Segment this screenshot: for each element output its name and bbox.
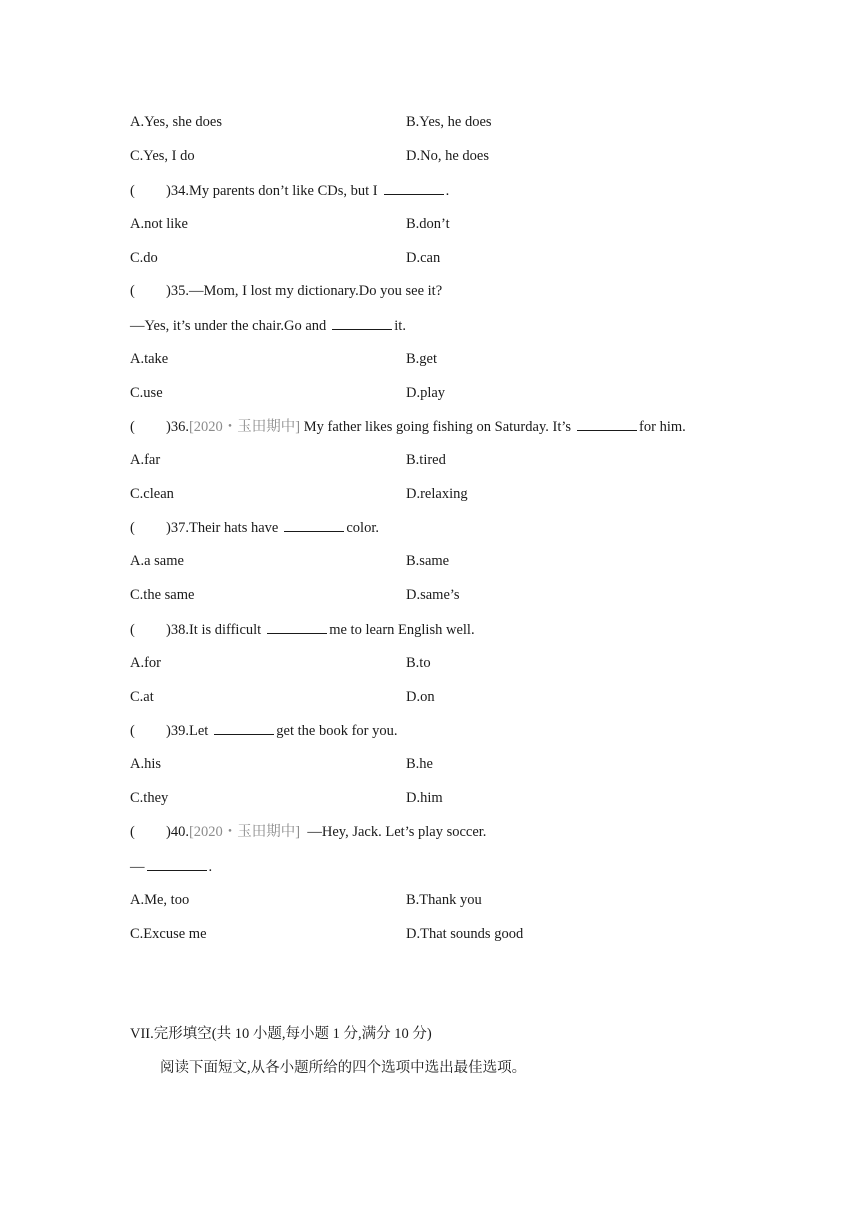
q36-stem (130, 416, 686, 436)
q37-option-b: B.same (406, 553, 450, 569)
q38-option-a: A.for (130, 655, 162, 671)
q33-option-c: C.Yes, I do (130, 148, 195, 164)
q36-option-d: D.relaxing (406, 486, 468, 502)
question-text: Let (188, 723, 209, 739)
answer-paren: ( (130, 419, 135, 435)
answer-blank (384, 180, 444, 195)
question-number: )35. (166, 283, 189, 299)
answer-blank (214, 720, 274, 735)
q40-stem (130, 822, 486, 842)
answer-blank (284, 517, 344, 532)
answer-blank (332, 315, 392, 330)
answer-paren: ( (130, 520, 135, 536)
question-number: )40. (166, 824, 189, 840)
q39-option-d: D.him (406, 790, 443, 806)
question-text-end: me to learn English well. (329, 622, 475, 638)
q34-option-b: B.don’t (406, 216, 450, 232)
question-text-end: . (445, 183, 450, 199)
q40-reply (130, 856, 212, 876)
question-number: )38. (166, 622, 189, 638)
answer-blank (577, 416, 637, 431)
q40-option-a: A.Me, too (130, 892, 190, 908)
q34-option-c: C.do (130, 250, 158, 266)
question-number: )34. (166, 183, 189, 199)
q33-option-d: D.No, he does (406, 148, 489, 164)
q36-option-b: B.tired (406, 452, 446, 468)
question-text: Their hats have (188, 520, 279, 536)
q40-option-d: D.That sounds good (406, 926, 524, 942)
q35-option-c: C.use (130, 385, 163, 401)
question-number: )37. (166, 520, 189, 536)
q33-option-b: B.Yes, he does (406, 114, 492, 130)
question-text: My father likes going fishing on Saturday. It’s (300, 419, 572, 435)
q38-option-b: B.to (406, 655, 431, 671)
question-number: )39. (166, 723, 189, 739)
q33-option-a: A.Yes, she does (130, 114, 222, 130)
question-text: —Hey, Jack. Let’s play soccer. (300, 824, 487, 840)
q35-stem (130, 281, 442, 301)
section-instruction: 阅读下面短文,从各小题所给的四个选项中选出最佳选项。 (160, 1060, 527, 1076)
q39-option-c: C.they (130, 790, 169, 806)
q35-option-d: D.play (406, 385, 446, 401)
answer-paren: ( (130, 622, 135, 638)
q34-option-a: A.not like (130, 216, 188, 232)
q35-option-b: B.get (406, 351, 438, 367)
question-text-end: get the book for you. (276, 723, 398, 739)
q39-option-b: B.he (406, 756, 433, 772)
answer-paren: ( (130, 824, 135, 840)
q40-option-c: C.Excuse me (130, 926, 207, 942)
reply-text: —Yes, it’s under the chair.Go and (130, 318, 327, 334)
answer-blank (267, 619, 327, 634)
q39-option-a: A.his (130, 756, 162, 772)
q37-option-d: D.same’s (406, 587, 460, 603)
q35-reply (130, 315, 406, 335)
question-text-end: for him. (639, 419, 686, 435)
q37-stem (130, 517, 379, 537)
answer-paren: ( (130, 283, 135, 299)
reply-text: — (130, 859, 145, 875)
question-source: [2020・玉田期中] (188, 419, 301, 435)
answer-paren: ( (130, 723, 135, 739)
question-source: [2020・玉田期中] (188, 824, 301, 840)
q38-stem (130, 619, 475, 639)
q40-option-b: B.Thank you (406, 892, 482, 908)
q37-option-c: C.the same (130, 587, 195, 603)
question-text: It is difficult (188, 622, 262, 638)
q34-option-d: D.can (406, 250, 441, 266)
q36-option-a: A.far (130, 452, 161, 468)
q39-stem (130, 720, 398, 740)
reply-text-end: . (208, 859, 213, 875)
question-text-end: color. (346, 520, 379, 536)
q37-option-a: A.a same (130, 553, 184, 569)
answer-blank (147, 856, 207, 871)
reply-text-end: it. (394, 318, 406, 334)
question-text: —Mom, I lost my dictionary.Do you see it? (188, 283, 443, 299)
q38-option-d: D.on (406, 689, 435, 705)
question-text: My parents don’t like CDs, but I (188, 183, 378, 199)
answer-paren: ( (130, 183, 135, 199)
q38-option-c: C.at (130, 689, 154, 705)
q34-stem (130, 180, 449, 200)
section-title: VII.完形填空(共 10 小题,每小题 1 分,满分 10 分) (130, 1026, 432, 1042)
q36-option-c: C.clean (130, 486, 174, 502)
q35-option-a: A.take (130, 351, 169, 367)
question-number: )36. (166, 419, 189, 435)
